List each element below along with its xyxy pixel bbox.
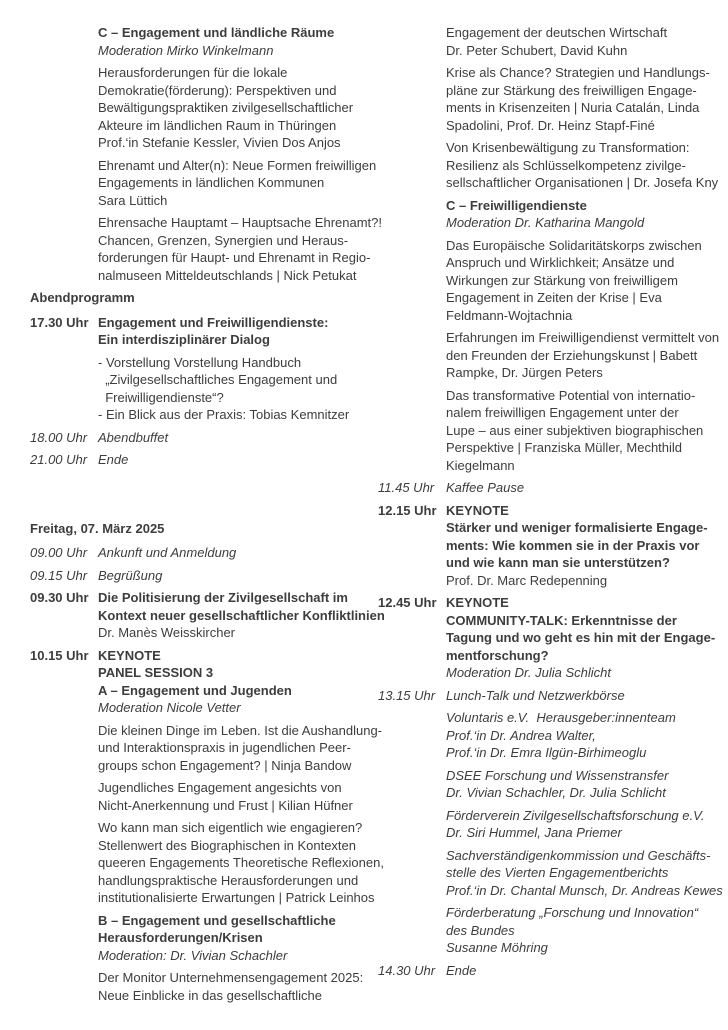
text-line: Von Krisenbewältigung zu Transformation: (446, 140, 690, 155)
text-line: Voluntaris e.V. Herausgeber:innenteam (446, 710, 676, 725)
text-line: Bewältigungspraktiken zivilgesellschaftlicher (98, 100, 354, 115)
text-line: sellschaftlicher Organisationen | Dr. Josefa Kny (446, 175, 719, 190)
text-line: Ehrensache Hauptamt – Hauptsache Ehrenamt?! (98, 215, 383, 230)
entry-time (378, 709, 446, 762)
program-entry (378, 64, 710, 134)
program-entry (30, 544, 377, 562)
entry-content (446, 847, 723, 900)
text-line: Krise als Chance? Strategien und Handlungs- (446, 65, 710, 80)
text-line: stelle des Vierten Engagementberichts (446, 865, 669, 880)
entry-time (378, 807, 446, 842)
entry-content (98, 912, 377, 965)
text-line: handlungspraktische Herausforderungen und (98, 872, 359, 888)
entry-time (378, 139, 446, 192)
entry-time: 10.15 Uhr (30, 647, 89, 663)
entry-content (98, 779, 377, 814)
text-line: Dr. Siri Hummel, Jana Priemer (446, 825, 622, 840)
entry-time (30, 64, 98, 152)
entry-content (446, 479, 710, 497)
entry-time (30, 24, 98, 59)
entry-content (98, 64, 377, 152)
text-line: Prof.‘in Stefanie Kessler, Vivien Dos Anjos (98, 135, 341, 150)
entry-content (98, 429, 377, 447)
entry-time (30, 969, 98, 1004)
text-line: C – Engagement und ländliche Räume (98, 25, 335, 40)
entry-time: 21.00 Uhr (30, 452, 88, 467)
entry-content (98, 722, 383, 775)
text-line: Herausforderungen/Krisen (98, 930, 263, 945)
entry-time: 18.00 Uhr (30, 429, 88, 445)
program-entry (378, 24, 710, 59)
text-line: Moderation Dr. Katharina Mangold (446, 215, 645, 230)
entry-content (446, 687, 710, 705)
program-entry (378, 479, 710, 497)
text-line: Prof.‘in Dr. Andrea Walter, (446, 727, 596, 743)
text-line: Feldmann-Wojtachnia (446, 307, 573, 323)
text-line: Moderation Nicole Vetter (98, 700, 241, 715)
text-line: Ein interdisziplinärer Dialog (98, 332, 270, 347)
entry-content (98, 544, 377, 562)
text-line: Moderation Mirko Winkelmann (98, 42, 274, 58)
program-entry (378, 197, 710, 232)
text-line: Jugendliches Engagement angesichts von (98, 780, 342, 795)
entry-time (30, 214, 98, 284)
text-line: Rampke, Dr. Jürgen Peters (446, 365, 603, 380)
program-column-left (30, 24, 385, 1009)
text-line: Tagung und wo geht es hin mit der Engage- (446, 630, 716, 645)
program-entry (30, 567, 377, 585)
program-entry (30, 969, 377, 1004)
text-line: Engagement der deutschen Wirtschaft (446, 25, 668, 40)
text-line: nalmuseen Mitteldeutschlands | Nick Petukat (98, 267, 357, 283)
text-line: Moderation: Dr. Vivian Schachler (98, 947, 288, 963)
entry-time: 17.30 Uhr (30, 314, 89, 330)
entry-time: 09.30 Uhr (30, 590, 89, 605)
text-line: DSEE Forschung und Wissenstransfer (446, 767, 669, 783)
entry-content (446, 502, 710, 590)
entry-time: 11.45 Uhr (378, 480, 435, 495)
entry-content (446, 237, 710, 325)
program-entry (378, 767, 710, 802)
entry-time: 12.15 Uhr (378, 502, 437, 518)
program-entry (30, 214, 383, 284)
text-line: Prof.‘in Dr. Chantal Munsch, Dr. Andreas Kewes (446, 882, 723, 898)
entry-content (446, 64, 710, 134)
text-line: Dr. Manès Weisskircher (98, 625, 236, 640)
entry-time (30, 354, 98, 424)
text-line: Das transformative Potential von internatio- (446, 387, 696, 403)
text-line: Freiwilligendienste“? (98, 389, 224, 405)
entry-content (98, 214, 383, 284)
text-line: - Vorstellung Vorstellung Handbuch (98, 354, 302, 370)
text-line: Ende (98, 452, 129, 467)
text-line: Erfahrungen im Freiwilligendienst vermittelt von (446, 330, 720, 345)
text-line: Chancen, Grenzen, Synergien und Heraus- (98, 232, 349, 248)
section-heading: Abendprogramm (30, 290, 135, 305)
text-line: PANEL SESSION 3 (98, 665, 214, 680)
program-entry (378, 709, 710, 762)
entry-time (378, 767, 446, 802)
program-entry (30, 722, 383, 775)
entry-content (98, 567, 377, 585)
text-line: nalem freiwilligen Engagement unter der (446, 405, 679, 420)
entry-time (378, 24, 446, 59)
program-entry (378, 139, 719, 192)
text-line: COMMUNITY-TALK: Erkenntnisse der (446, 612, 677, 628)
text-line: Engagement in Zeiten der Krise | Eva (446, 290, 662, 305)
text-line: Der Monitor Unternehmensengagement 2025: (98, 970, 364, 985)
entry-content (98, 451, 377, 469)
entry-content (446, 387, 710, 475)
entry-content (446, 962, 710, 980)
entry-time (30, 779, 98, 814)
entry-content (446, 767, 710, 802)
text-line: Neue Einblicke in das gesellschaftliche (98, 987, 323, 1003)
entry-time: 09.00 Uhr (30, 545, 88, 560)
text-line: ments: Wie kommen sie in der Praxis vor (446, 537, 700, 553)
program-entry (30, 64, 377, 152)
text-line: Die kleinen Dinge im Leben. Ist die Aushandlung- (98, 722, 383, 738)
entry-time: 09.15 Uhr (30, 567, 88, 583)
text-line: Die Politisierung der Zivilgesellschaft im (98, 590, 348, 605)
entry-time (378, 904, 446, 957)
text-line: Prof.‘in Dr. Emra Ilgün-Birhimeoglu (446, 745, 647, 760)
text-line: Herausforderungen für die lokale (98, 65, 288, 80)
text-line: forderungen für Haupt- und Ehrenamt in Regio- (98, 250, 371, 265)
program-entry (30, 24, 377, 59)
text-line: den Freunden der Erziehungskunst | Babett (446, 347, 698, 363)
text-line: Nicht-Anerkennung und Frust | Kilian Hüfner (98, 797, 353, 813)
text-line: des Bundes (446, 922, 515, 938)
text-line: Das Europäische Solidaritätskorps zwischen (446, 237, 702, 253)
program-entry (378, 387, 710, 475)
entry-content (98, 969, 377, 1004)
program-entry (30, 429, 377, 447)
entry-content (446, 24, 710, 59)
entry-time (378, 237, 446, 325)
program-entry (378, 329, 720, 382)
entry-time (378, 197, 446, 232)
program-entry (30, 314, 377, 349)
text-line: Sara Lüttich (98, 192, 168, 208)
text-line: Förderberatung „Forschung und Innovation“ (446, 905, 699, 920)
text-line: ments in Krisenzeiten | Nuria Catalán, Linda (446, 100, 700, 115)
text-line: Resilienz als Schlüsselkompetenz zivilge- (446, 157, 686, 173)
text-line: Ankunft und Anmeldung (98, 545, 237, 560)
text-line: Lupe – aus einer subjektiven biographischen (446, 422, 704, 438)
text-line: Stärker und weniger formalisierte Engage- (446, 520, 708, 535)
program-entry (30, 819, 384, 907)
program-entry (378, 807, 710, 842)
program-entry (378, 237, 710, 325)
text-line: „Zivilgesellschaftliches Engagement und (98, 372, 338, 387)
entry-content (446, 709, 710, 762)
program-entry (30, 157, 377, 210)
entry-content (98, 589, 385, 642)
text-line: Lunch-Talk und Netzwerkbörse (446, 687, 625, 703)
program-entry (30, 647, 377, 717)
entry-time: 12.45 Uhr (378, 595, 437, 610)
text-line: Abendbuffet (98, 429, 169, 445)
text-line: A – Engagement und Jugenden (98, 682, 292, 698)
program-entry (30, 912, 377, 965)
program-entry (30, 451, 377, 469)
entry-content (446, 197, 710, 232)
entry-content (98, 314, 377, 349)
text-line: B – Engagement und gesellschaftliche (98, 912, 336, 928)
text-line: Kontext neuer gesellschaftlicher Konfliktlinien (98, 607, 385, 623)
entry-time (30, 819, 98, 907)
text-line: und Interaktionspraxis in jugendlichen Peer- (98, 740, 351, 755)
entry-content (446, 594, 716, 682)
text-line: Engagement und Freiwilligendienste: (98, 314, 329, 330)
text-line: Begrüßung (98, 567, 163, 583)
entry-content (98, 647, 377, 717)
text-line: und wie kann man sie unterstützen? (446, 555, 670, 570)
entry-content (446, 807, 710, 842)
entry-content (98, 819, 384, 907)
entry-time (378, 64, 446, 134)
text-line: Wirkungen zur Stärkung von freiwilligem (446, 272, 678, 288)
entry-time: 13.15 Uhr (378, 687, 436, 703)
entry-time (378, 847, 446, 900)
text-line: Stellenwert des Biographischen in Kontexten (98, 837, 356, 853)
text-line: Akteure im ländlichen Raum in Thüringen (98, 117, 337, 133)
text-line: Moderation Dr. Julia Schlicht (446, 665, 611, 680)
text-line: groups schon Engagement? | Ninja Bandow (98, 757, 352, 773)
text-line: pläne zur Stärkung des freiwilligen Engage- (446, 82, 697, 98)
text-line: Dr. Peter Schubert, David Kuhn (446, 42, 628, 58)
text-line: KEYNOTE (446, 595, 509, 610)
text-line: Engagements in ländlichen Kommunen (98, 175, 325, 190)
program-entry (30, 589, 385, 642)
entry-time: 14.30 Uhr (378, 962, 436, 978)
text-line: Ende (446, 962, 477, 978)
program-entry (30, 779, 377, 814)
entry-content (98, 354, 377, 424)
program-entry (378, 847, 723, 900)
text-line: Susanne Möhring (446, 940, 548, 955)
text-line: Kaffee Pause (446, 480, 525, 495)
entry-time (30, 157, 98, 210)
text-line: Ehrenamt und Alter(n): Neue Formen freiwilligen (98, 157, 377, 173)
entry-content (446, 329, 720, 382)
text-line: KEYNOTE (446, 502, 509, 518)
program-entry (30, 354, 377, 424)
entry-content (446, 139, 719, 192)
text-line: - Ein Blick aus der Praxis: Tobias Kemnitzer (98, 407, 350, 422)
program-entry (378, 687, 710, 705)
section-heading: Freitag, 07. März 2025 (30, 520, 165, 536)
text-line: mentforschung? (446, 647, 549, 663)
text-line: Demokratie(förderung): Perspektiven und (98, 82, 337, 98)
entry-time (30, 722, 98, 775)
entry-time (30, 912, 98, 965)
text-line: Sachverständigenkommission und Geschäfts- (446, 847, 711, 863)
program-column-right (378, 24, 723, 984)
text-line: Förderverein Zivilgesellschaftsforschung e.V. (446, 807, 705, 823)
entry-content (446, 904, 710, 957)
entry-time (378, 329, 446, 382)
text-line: Dr. Vivian Schachler, Dr. Julia Schlicht (446, 785, 666, 800)
text-line: Spadolini, Prof. Dr. Heinz Stapf-Finé (446, 117, 655, 133)
program-entry (378, 904, 710, 957)
entry-content (98, 24, 377, 59)
text-line: KEYNOTE (98, 647, 161, 663)
program-entry (378, 962, 710, 980)
text-line: queeren Engagements Theoretische Reflexionen, (98, 855, 384, 870)
text-line: Perspektive | Franziska Müller, Mechthild (446, 440, 683, 455)
text-line: Anspruch und Wirklichkeit; Ansätze und (446, 255, 675, 270)
entry-time (378, 387, 446, 475)
text-line: Wo kann man sich eigentlich wie engagieren? (98, 820, 363, 835)
text-line: C – Freiwilligendienste (446, 197, 587, 213)
entry-content (98, 157, 377, 210)
text-line: institutionalisierte Erwartungen | Patrick Leinhos (98, 890, 375, 905)
section-gap (30, 474, 377, 518)
text-line: Prof. Dr. Marc Redepenning (446, 572, 608, 588)
program-entry (378, 502, 710, 590)
text-line: Kiegelmann (446, 457, 515, 473)
program-entry (378, 594, 716, 682)
